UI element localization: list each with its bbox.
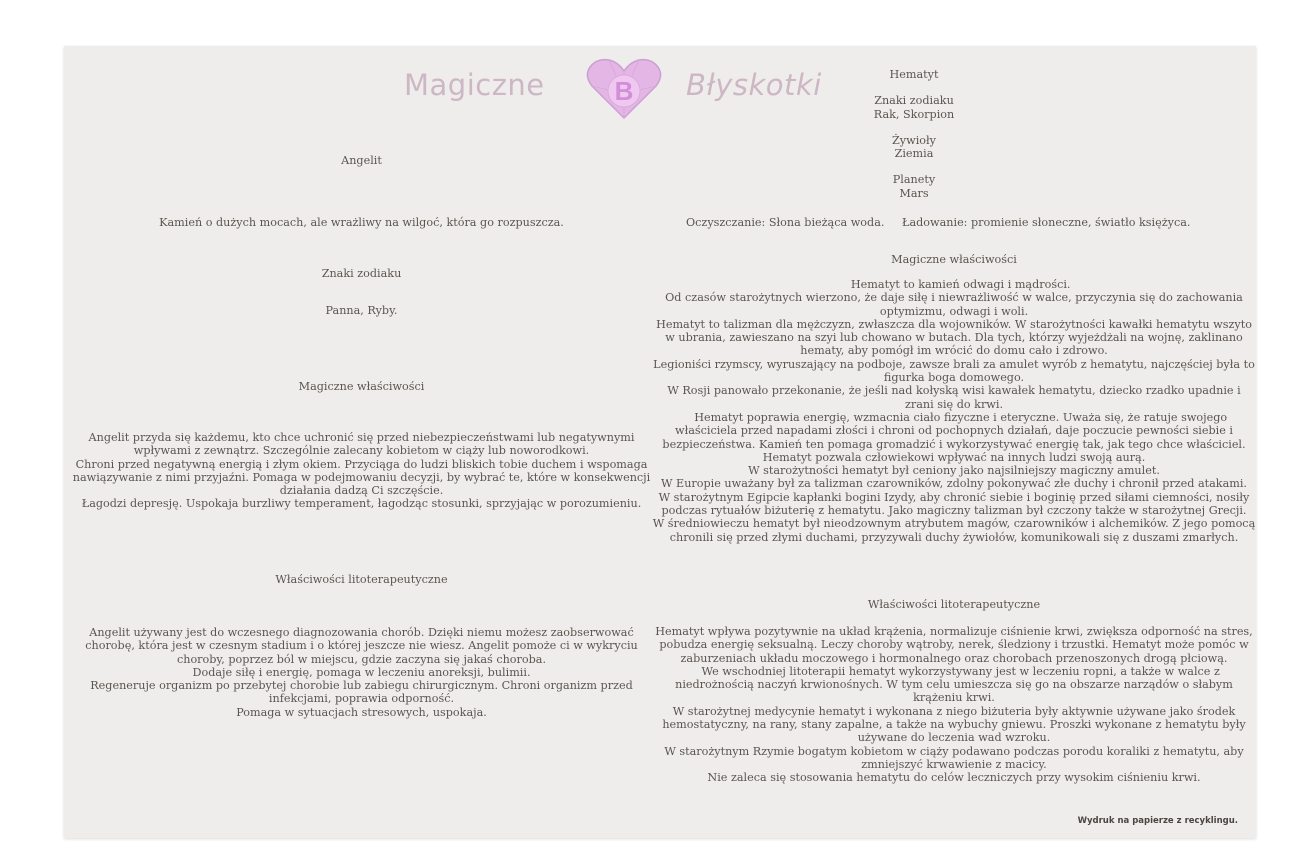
right-planets-heading: Planety [892,173,936,187]
left-lito-paragraph: Dodaje siłę i energię, pomaga w leczeniu anoreksji, bulimii. [192,665,531,679]
left-magic-text [64,431,659,511]
stone-info-card [64,46,1256,838]
right-magic-paragraph: Hematyt poprawia energię, wzmacnia ciało fizyczne i eteryczne. Uważa się, że ratuje swojego właściciela przed napadami złości i chroni od pochopnych działań, daje poczucie pewności siebie i bezpieczeństwa. Kamień ten pomaga gromadzić i wykorzystywać energię tak, jak tego chce właściciel. Hematyt pozwala człowiekowi wpływać na innych ludzi swoją aurą. [662,410,1246,464]
right-magic-paragraph: W średniowieczu hematyt był nieodzownym atrybutem magów, czarowników i alchemików. Z jego pomocą chronili się przed złymi duchami, przyzywali duchy żywiołów, komunikowali się z duszami zmarłych. [652,517,1256,544]
right-elements-value: Ziemia [894,147,934,161]
right-elements-heading: Żywioły [892,133,936,147]
right-lito-paragraph: Nie zaleca się stosowania hematytu do celów leczniczych przy wysokim ciśnieniu krwi. [707,771,1201,785]
right-planets-value: Mars [899,186,929,200]
right-magic-paragraph: W starożytności hematyt był ceniony jako najsilniejszy magiczny amulet. [748,464,1160,478]
left-intro: Kamień o dużych mocach, ale wrażliwy na wilgoć, która go rozpuszcza. [159,216,564,229]
right-lito-paragraph: Hematyt wpływa pozytywnie na układ krążenia, normalizuje ciśnienie krwi, zwiększa odporność na stres, pobudza energię seksualną. Leczy choroby wątroby, nerek, śledziony i trzustki. Hematyt może pomóc w zaburzeniach układu moczowego i hormonalnego oraz chorobach przenoszonych drogą płciową. [655,625,1253,665]
left-magic-heading: Magiczne właściwości [298,380,425,393]
right-zodiac-value: Rak, Skorpion [873,107,955,121]
left-lito-paragraph: Angelit używany jest do wczesnego diagnozowania chorób. Dzięki niemu możesz zaobserwować chorobę, która jest w czesnym stadium i o której jeszcze nie wiesz. Angelit pomoże ci w wykryciu choroby, poprzez ból w miejscu, gdzie zaczyna się jakaś choroba. [85,626,638,666]
right-zodiac-heading: Znaki zodiaku [874,94,954,108]
right-magic-paragraph: Od czasów starożytnych wierzono, że daje siłę i niewrażliwość w walce, przyczynia się do zachowania optymizmu, odwagi i woli. [665,291,1243,318]
right-magic-text [652,278,1256,544]
right-magic-paragraph: W Europie uważany był za talizman czarowników, zdolny pokonywać złe duchy i chronił przed atakami. [660,477,1247,491]
left-zodiac-value: Panna, Ryby. [325,304,398,317]
left-magic-paragraph: Chroni przed negatywną energią i złym okiem. Przyciąga do ludzi bliskich tobie duchem i wspomaga nawiązywanie z nimi przyjaźni. Pomaga w podejmowaniu decyzji, by wybrać te, które w konsekwencji działania dadzą Ci szczęście. [72,457,651,498]
logo-word-right: Błyskotki [686,68,822,102]
recycled-paper-note: Wydruk na papierze z recyklingu. [1077,816,1238,826]
right-magic-heading: Magiczne właściwości [891,253,1017,266]
right-care-line [686,216,1256,229]
right-magic-paragraph: Hematyt to talizman dla mężczyzn, zwłaszcza dla wojowników. W starożytności kawałki hematytu wszyto w ubrania, zawieszano na szyi lub chowano w butach. Dla tych, którzy wyjeżdżali na wojnę, zaklinano hematy, aby pomógł im wrócić do domu cało i zdrowo. [656,317,1252,358]
left-lito-paragraph: Regeneruje organizm po przebytej chorobie lub zabiegu chirurgicznym. Chroni organizm przed infekcjami, poprawia odporność. [90,679,633,706]
left-stone-name: Angelit [341,154,382,167]
right-magic-paragraph: W Rosji panowało przekonanie, że jeśli nad kołyską wisi kawałek hematytu, dziecko rzadko upadnie i zrani się do krwi. [667,384,1241,411]
right-lito-heading: Właściwości litoterapeutyczne [867,598,1041,611]
left-lito-text [64,626,659,719]
right-lito-paragraph: W starożytnej medycynie hematyt i wykonana z niego biżuteria były aktywnie używane jako środek hemostatyczny, na rany, stany zapalne, a także na wybuchy gniewu. Proszki wykonane z hematytu były używane do leczenia wad wzroku. [662,704,1246,745]
right-charging: Ładowanie: promienie słoneczne, światło księżyca. [901,216,1191,229]
left-lito-heading: Właściwości litoterapeutyczne [275,573,448,586]
logo-word-left: Magiczne [404,68,545,102]
right-cleansing: Oczyszczanie: Słona bieżąca woda. [686,216,885,229]
left-magic-paragraph: Angelit przyda się każdemu, kto chce uchronić się przed niebezpieczeństwami lub negatywnymi wpływami z zewnątrz. Szczególnie zalecany kobietom w ciąży lub noworodkowi. [88,431,635,458]
right-magic-paragraph: Hematyt to kamień odwagi i mądrości. [850,278,1071,291]
right-magic-paragraph: Legioniści rzymscy, wyruszający na podboje, zawsze brali za amulet wyrób z hematytu, najczęściej była to figurka boga domowego. [653,357,1255,385]
left-zodiac-heading: Znaki zodiaku [321,267,402,280]
left-lito-paragraph: Pomaga w sytuacjach stresowych, uspokaja. [236,705,487,719]
right-magic-paragraph: W starożytnym Egipcie kapłanki bogini Izydy, aby chronić siebie i boginię przed siłami ciemności, nosiły podczas rytuałów biżuterię z hematytu. Jako magiczny talizman był czczony także w starożytnej Grecji. [658,490,1250,518]
right-header-block [612,68,1216,200]
right-stone-name: Hematyt [889,68,939,81]
right-lito-text [652,625,1256,785]
heart-letter: B [614,76,634,106]
right-lito-paragraph: W starożytnym Rzymie bogatym kobietom w ciąży podawano podczas porodu koraliki z hematytu, aby zmniejszyć krwawienie z macicy. [664,744,1244,771]
right-lito-paragraph: We wschodniej litoterapii hematyt wykorzystywany jest w leczeniu ropni, a także w walce z niedrożnością naczyń krwionośnych. W tym celu umieszcza się go na obszarze narządów o słabym krążeniu krwi. [675,664,1233,705]
left-magic-paragraph: Łagodzi depresję. Uspokaja burzliwy temperament, łagodząc stosunki, sprzyjając w porozumieniu. [81,497,642,511]
